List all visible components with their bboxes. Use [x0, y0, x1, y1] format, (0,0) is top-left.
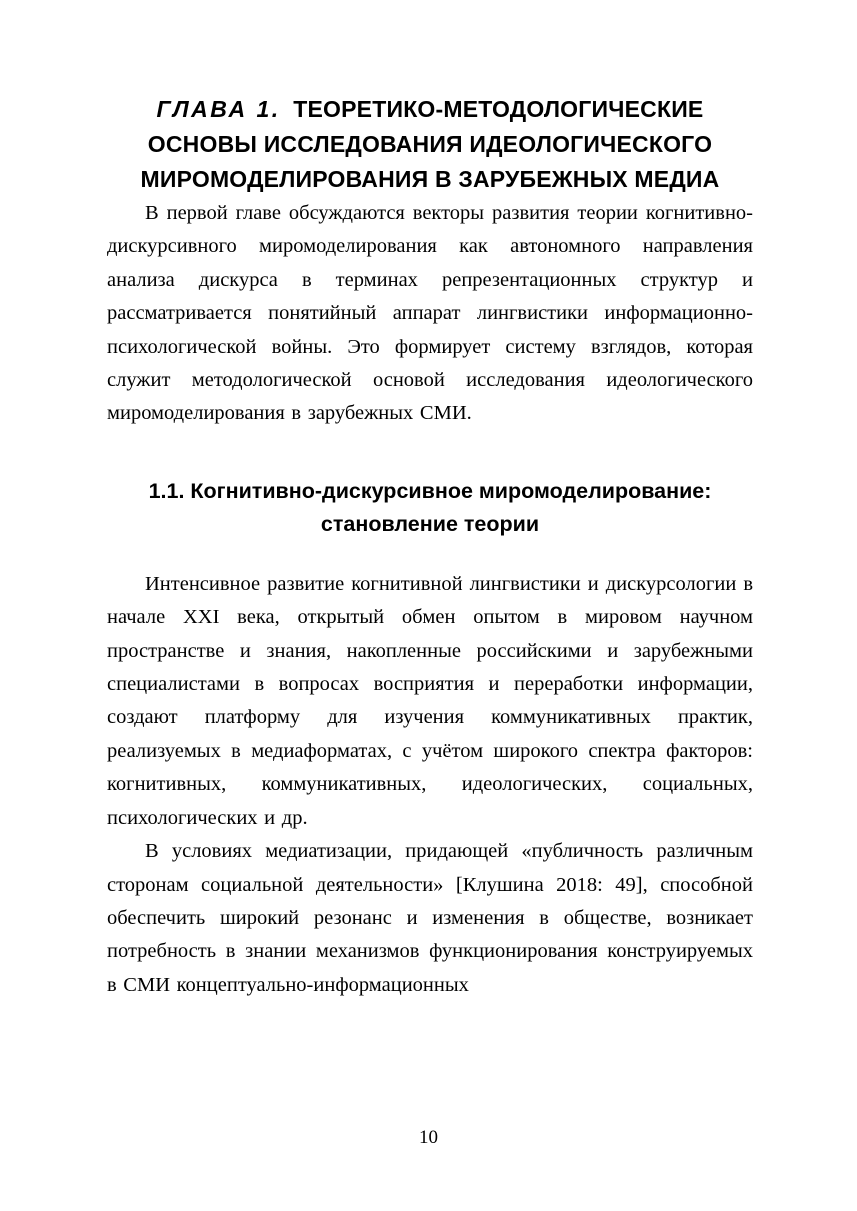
chapter-heading — [107, 92, 753, 197]
section-heading: 1.1. Когнитивно-дискурсивное миромоделирование: становление теории — [148, 478, 712, 536]
page-number: 10 — [419, 1127, 438, 1148]
body-paragraph: В условиях медиатизации, придающей «публичность различным сторонам социальной деятельности» [Клушина 2018: 49], способной обеспечить широкий резонанс и изменения в обществе, возникает потребность в знании механизмов функционирования конструируемых в СМИ концептуально-информационных — [107, 840, 753, 996]
chapter-label: ГЛАВА 1. — [156, 96, 281, 122]
chapter-title: ТЕОРЕТИКО-МЕТОДОЛОГИЧЕСКИЕ ОСНОВЫ ИССЛЕДОВАНИЯ ИДЕОЛОГИЧЕСКОГО МИРОМОДЕЛИРОВАНИЯ В ЗАРУБЕЖНЫХ МЕДИА — [140, 96, 720, 192]
page-content — [107, 0, 753, 1002]
body-paragraph: Интенсивное развитие когнитивной лингвистики и дискурсологии в начале XXI века, открытый обмен опытом в мировом научном пространстве и знания, накопленные российскими и зарубежными специалистами в вопросах восприятия и переработки информации, создают платформу для изучения коммуникативных практик, реализуемых в медиаформатах, с учётом широкого спектра факторов: когнитивных, коммуникативных, идеологических, социальных, психологических и др. — [107, 572, 753, 829]
intro-paragraph: В первой главе обсуждаются векторы развития теории когнитивно-дискурсивного миромоделирования как автономного направления анализа дискурса в терминах репрезентационных структур и рассматривается понятийный аппарат лингвистики информационно-психологической войны. Это формирует систему взглядов, которая служит методологической основой исследования идеологического миромоделирования в зарубежных СМИ. — [107, 202, 753, 425]
